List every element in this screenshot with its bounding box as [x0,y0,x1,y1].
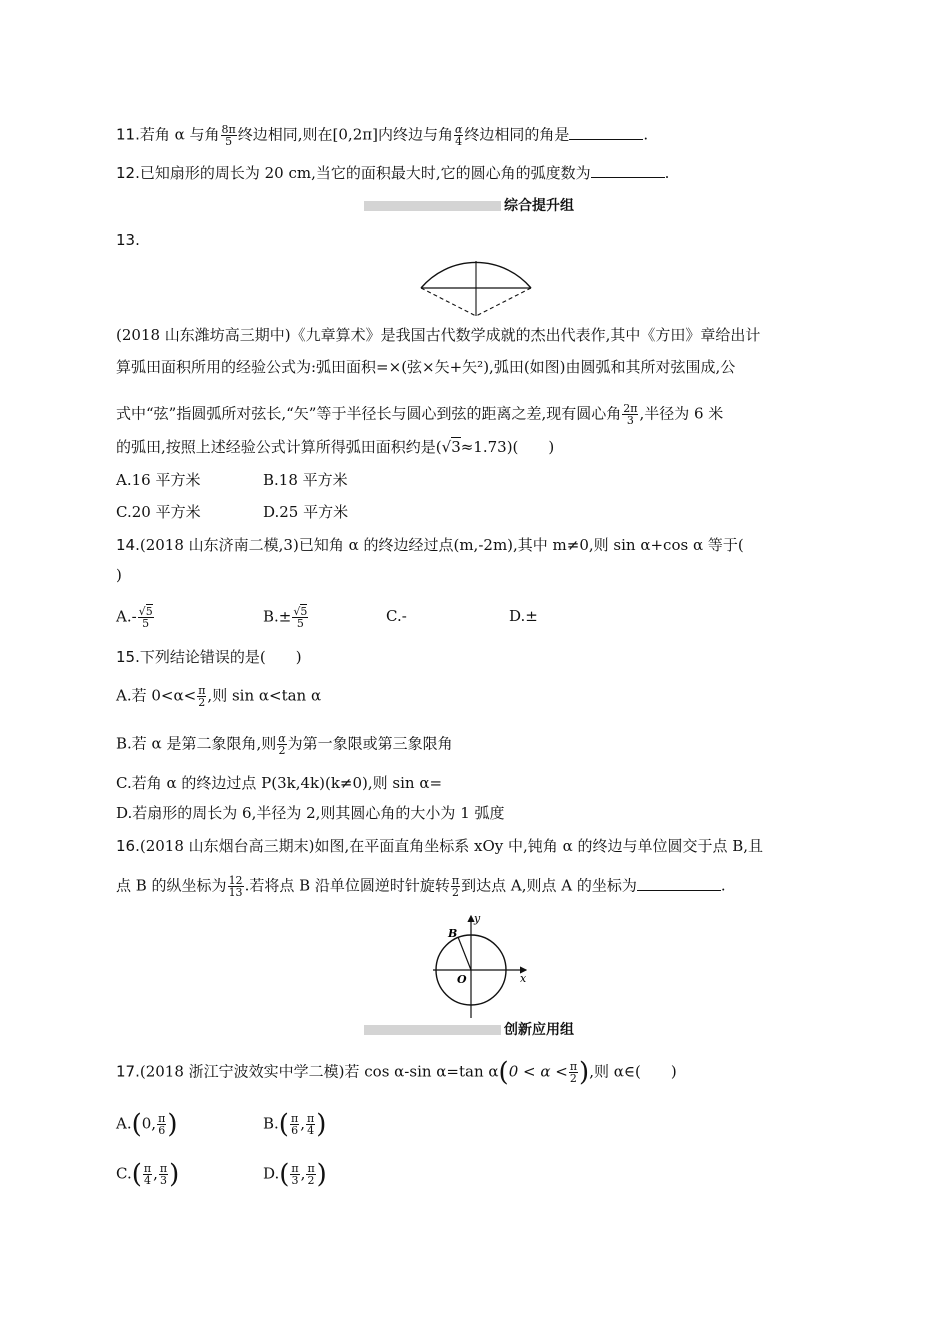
answer-blank[interactable] [637,876,721,891]
q14-line-1: 14.(2018 山东济南二模,3)已知角 α 的终边经过点(m,-2m),其中 m≠0,则 sin α+cos α 等于( [116,536,744,554]
q16-line-1: 16.(2018 山东烟台高三期末)如图,在平面直角坐标系 xOy 中,钝角 α 的终边与单位圆交于点 B,且 [116,837,764,855]
fraction: $\frac{\pi}{3}$ [291,1162,299,1187]
q11-text-b: 终边相同,则在[0,2π]内终边与角 [237,125,453,144]
option-c[interactable]: C.- [386,607,407,625]
x-axis-label: x [520,972,527,985]
option-c[interactable]: C.20 平方米 [116,503,201,521]
q11-text-c: 终边相同的角是 [464,125,570,144]
option-b[interactable]: B.若 α 是第二象限角,则 $\frac{\alpha}{2}$ 为第一象限或第三象限角 [116,732,453,757]
option-d[interactable]: D.± [509,607,538,625]
option-a[interactable]: A.16 平方米 [116,471,201,489]
q13-line-4: 的弧田,按照上述经验公式计算所得弧田面积约是(√3≈1.73)( ) [116,438,555,456]
q11-text-a: 若角 α 与角 [139,125,220,144]
fraction: $\frac{\pi}{2}$ [307,1162,315,1187]
fraction: $\frac{\pi}{4}$ [306,1112,315,1137]
question-13-number: 13. [116,231,140,249]
q12-text: 已知扇形的周长为 20 cm,当它的面积最大时,它的圆心角的弧度数为 [139,164,591,182]
q15-stem: 15.下列结论错误的是( ) [116,648,302,666]
point-b-label: B [448,927,458,940]
section-bar [364,1025,501,1035]
fraction: $\frac{\pi}{2}$ [198,684,206,709]
fraction: $\frac{\pi}{6}$ [158,1112,166,1137]
q14-line-2: ) [116,566,122,584]
q13-line-2: 算弧田面积所用的经验公式为:弧田面积=×(弦×矢+矢²),弧田(如图)由圆弧和其所对弦围成,公 [116,358,736,376]
fraction: $\frac{√5}{5}$ [293,605,308,630]
option-b[interactable]: B.( $\frac{\pi}{6}$ , $\frac{\pi}{4}$ ) [263,1109,327,1140]
origin-label: O [457,973,467,986]
option-b[interactable]: B.± $\frac{√5}{5}$ [263,605,308,630]
section-title: 创新应用组 [504,1022,574,1038]
q13-line-3: 式中“弦”指圆弧所对弦长,“矢”等于半径长与圆心到弦的距离之差,现有圆心角 $\frac{2\pi}{3}$ ,半径为 6 米 [116,402,724,427]
fraction: $\frac{\pi}{2}$ [451,874,460,899]
fraction: $\frac{\pi}{2}$ [569,1060,578,1085]
fraction: $\frac{12}{13}$ [228,874,243,899]
question-number: 12. [116,164,140,182]
option-d[interactable]: D.( $\frac{\pi}{3}$ , $\frac{\pi}{2}$ ) [263,1159,327,1190]
option-b[interactable]: B.18 平方米 [263,471,348,489]
option-c[interactable]: C.若角 α 的终边过点 P(3k,4k)(k≠0),则 sin α= [116,774,443,792]
option-d[interactable]: D.25 平方米 [263,503,349,521]
answer-blank[interactable] [591,163,665,178]
arc-field-figure [418,258,534,320]
fraction: $\frac{\pi}{6}$ [290,1112,299,1137]
fraction: $\frac{2\pi}{3}$ [623,402,638,427]
q16-line-2: 点 B 的纵坐标为 $\frac{12}{13}$ .若将点 B 沿单位圆逆时针旋转 $\frac{\pi}{2}$ 到达点 A,则点 A 的坐标为 . [116,874,726,899]
fraction: $\frac{\alpha}{2}$ [278,732,286,757]
q13-line-1: (2018 山东潍坊高三期中)《九章算术》是我国古代数学成就的杰出代表作,其中《方田》章给出计 [116,326,761,344]
answer-blank[interactable] [569,125,643,140]
fraction: $\frac{√5}{5}$ [138,605,153,630]
option-c[interactable]: C.( $\frac{\pi}{4}$ , $\frac{\pi}{3}$ ) [116,1159,180,1190]
option-d[interactable]: D.若扇形的周长为 6,半径为 2,则其圆心角的大小为 1 弧度 [116,804,505,822]
section-title: 综合提升组 [504,198,574,214]
fraction: $\frac{\alpha}{4}$ [454,123,463,148]
fraction: $\frac{\pi}{4}$ [143,1162,152,1187]
option-a[interactable]: A.(0, $\frac{\pi}{6}$ ) [116,1109,178,1140]
question-12: 12.已知扇形的周长为 20 cm,当它的面积最大时,它的圆心角的弧度数为 . [116,164,670,182]
option-a[interactable]: A.- $\frac{√5}{5}$ [116,605,153,630]
question-11: 11.若角 α 与角 $\frac{8\pi}{5}$ 终边相同,则在[0,2π]内终边与角 $\frac{\alpha}{4}$ 终边相同的角是 . [116,123,649,148]
q17-stem: 17.(2018 浙江宁波效实中学二模)若 cos α-sin α=tan α(0 < α < $\frac{\pi}{2}$ ),则 α∈( ) [116,1057,677,1088]
section-bar [364,201,501,211]
y-axis-label: y [474,912,481,925]
sqrt-symbol: √ [441,438,452,456]
fraction: $\frac{8\pi}{5}$ [221,123,236,148]
fraction: $\frac{\pi}{3}$ [159,1162,168,1187]
unit-circle-figure [428,910,534,1022]
question-number: 11. [116,125,140,144]
option-a[interactable]: A.若 0<α< $\frac{\pi}{2}$ ,则 sin α<tan α [116,684,322,709]
